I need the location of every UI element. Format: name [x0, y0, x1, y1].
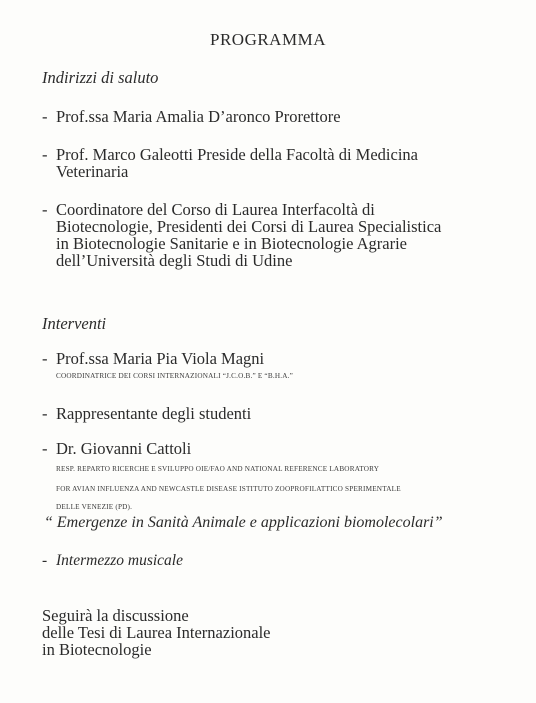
talk-3-note-line3: DELLE VENEZIE (PD). — [56, 503, 133, 511]
closing-line3: in Biotecnologie — [42, 640, 152, 659]
greeting-3-line3: in Biotecnologie Sanitarie e in Biotecnologie Agrarie — [56, 234, 407, 253]
greeting-3-line4: dell’Università degli Studi di Udine — [56, 251, 293, 270]
section-heading-greetings: Indirizzi di saluto — [42, 68, 159, 87]
greeting-3-line2: Biotecnologie, Presidenti dei Corsi di Laurea Specialistica — [56, 217, 442, 236]
section-heading-talks: Interventi — [42, 314, 107, 333]
list-item-talk-2 — [42, 405, 522, 422]
dash-bullet: - — [42, 107, 48, 126]
list-item-talk-1 — [42, 350, 522, 367]
talk-2-name: Rappresentante degli studenti — [56, 404, 252, 423]
dash-bullet: - — [42, 349, 48, 368]
dash-bullet: - — [42, 439, 48, 458]
dash-bullet: - — [42, 145, 48, 164]
list-item-greeting-2 — [42, 146, 522, 180]
closing-line1: Seguirà la discussione — [42, 606, 189, 625]
talk-3-note-line2: FOR AVIAN INFLUENZA AND NEWCASTLE DISEASE ISTITUTO ZOOPROFILATTICO SPERIMENTALE — [56, 485, 401, 493]
greeting-2-line1: Prof. Marco Galeotti Preside della Facoltà di Medicina — [56, 145, 418, 164]
greeting-2-line2: Veterinaria — [56, 162, 129, 181]
greeting-3-line1: Coordinatore del Corso di Laurea Interfacoltà di — [56, 200, 375, 219]
dash-bullet: - — [42, 552, 48, 569]
talk-1-note: COORDINATRICE DEI CORSI INTERNAZIONALI “J.C.O.B.” E “B.H.A.” — [56, 372, 293, 380]
talk-3-note-line1: RESP. REPARTO RICERCHE E SVILUPPO OIE/FAO AND NATIONAL REFERENCE LABORATORY — [56, 465, 380, 473]
talk-3-name: Dr. Giovanni Cattoli — [56, 439, 192, 458]
greeting-1-line1: Prof.ssa Maria Amalia D’aronco Prorettore — [56, 107, 341, 126]
page-title: PROGRAMMA — [210, 30, 326, 49]
closing-block — [42, 607, 271, 658]
interlude-text: Intermezzo musicale — [56, 552, 183, 569]
talk-3-title-quote: “ Emergenze in Sanità Animale e applicazioni biomolecolari” — [44, 514, 443, 531]
list-item-interlude — [42, 552, 183, 570]
talk-1-name: Prof.ssa Maria Pia Viola Magni — [56, 349, 265, 368]
list-item-talk-3 — [42, 440, 522, 457]
closing-line2: delle Tesi di Laurea Internazionale — [42, 623, 271, 642]
dash-bullet: - — [42, 200, 48, 219]
list-item-greeting-3 — [42, 201, 522, 269]
dash-bullet: - — [42, 404, 48, 423]
list-item-greeting-1 — [42, 108, 522, 125]
